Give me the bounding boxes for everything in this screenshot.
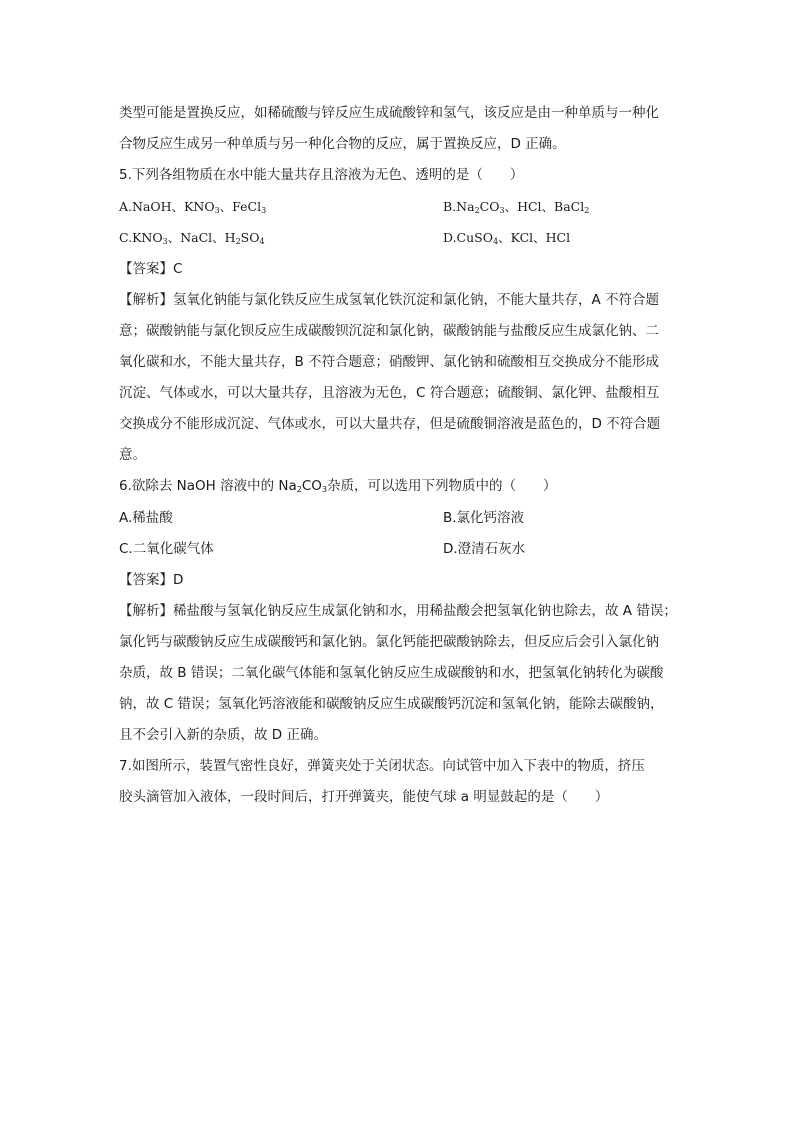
intro-line-1: 类型可能是置换反应，如稀硫酸与锌反应生成硫酸锌和氢气，该反应是由一种单质与一种化	[119, 105, 659, 121]
q6-option-b: B.氯化钙溶液	[443, 510, 525, 526]
q5-option-c: $C.KNO_3$、NaCl、$H_2SO_4$	[119, 230, 265, 246]
intro-line-2: 合物反应生成另一种单质与另一种化合物的反应，属于置换反应，D 正确。	[119, 136, 566, 152]
q6-answer: 【答案】D	[119, 572, 184, 588]
q5-analysis-line-3: 氧化碳和水，不能大量共存，B 不符合题意；硝酸钾、氯化钠和硫酸相互交换成分不能形成	[119, 354, 660, 370]
q7-stem-line-2: 胶头滴管加入液体，一段时间后，打开弹簧夹，能使气球 a 明显鼓起的是（ ）	[119, 789, 609, 805]
q5-analysis-line-4: 沉淀、气体或水，可以大量共存，且溶液为无色，C 符合题意；硫酸铜、氯化钾、盐酸相互	[119, 385, 660, 401]
q5-analysis-line-2: 意；碳酸钠能与氯化钡反应生成碳酸钡沉淀和氯化钠，碳酸钠能与盐酸反应生成氯化钠、二	[119, 323, 659, 339]
q5-option-b: $B.Na_2CO_3$、HCl、BaCl$_2$	[443, 199, 590, 215]
q5-answer: 【答案】C	[119, 261, 183, 277]
q6-option-d: D.澄清石灰水	[443, 541, 526, 557]
q6-stem: 6.欲除去 NaOH 溶液中的 $Na_2CO_3$杂质，可以选用下列物质中的（ ）	[119, 478, 557, 494]
q6-analysis-line-3: 杂质，故 B 错误；二氧化碳气体能和氢氧化钠反应生成碳酸钠和水，把氢氧化钠转化为碳酸	[119, 665, 664, 681]
q6-option-a: A.稀盐酸	[119, 510, 173, 526]
q5-option-d: D.CuSO$_4$、KCl、HCl	[443, 230, 571, 246]
q6-analysis-line-5: 且不会引入新的杂质，故 D 正确。	[119, 727, 327, 743]
q7-stem-line-1: 7.如图所示，装置气密性良好，弹簧夹处于关闭状态。向试管中加入下表中的物质，挤压	[119, 758, 645, 774]
q5-analysis-line-6: 意。	[119, 447, 146, 463]
q5-stem: 5.下列各组物质在水中能大量共存且溶液为无色、透明的是（ ）	[119, 167, 524, 183]
q6-analysis-line-1: 【解析】稀盐酸与氢氧化钠反应生成氯化钠和水，用稀盐酸会把氢氧化钠也除去，故 A 错误；	[119, 603, 677, 619]
q5-analysis-line-1: 【解析】氢氧化钠能与氯化铁反应生成氢氧化铁沉淀和氯化钠，不能大量共存，A 不符合题	[119, 292, 660, 308]
q6-option-c: C.二氧化碳气体	[119, 541, 214, 557]
q5-option-a: A.NaOH、$KNO_3$、FeCl$_3$	[119, 199, 267, 215]
q6-analysis-line-4: 钠，故 C 错误；氢氧化钙溶液能和碳酸钠反应生成碳酸钙沉淀和氢氧化钠，能除去碳酸钠，	[119, 696, 664, 712]
q6-analysis-line-2: 氯化钙与碳酸钠反应生成碳酸钙和氯化钠。氯化钙能把碳酸钠除去，但反应后会引入氯化钠	[119, 634, 659, 650]
q5-analysis-line-5: 交换成分不能形成沉淀、气体或水，可以大量共存，但是硫酸铜溶液是蓝色的，D 不符合题	[119, 416, 661, 432]
